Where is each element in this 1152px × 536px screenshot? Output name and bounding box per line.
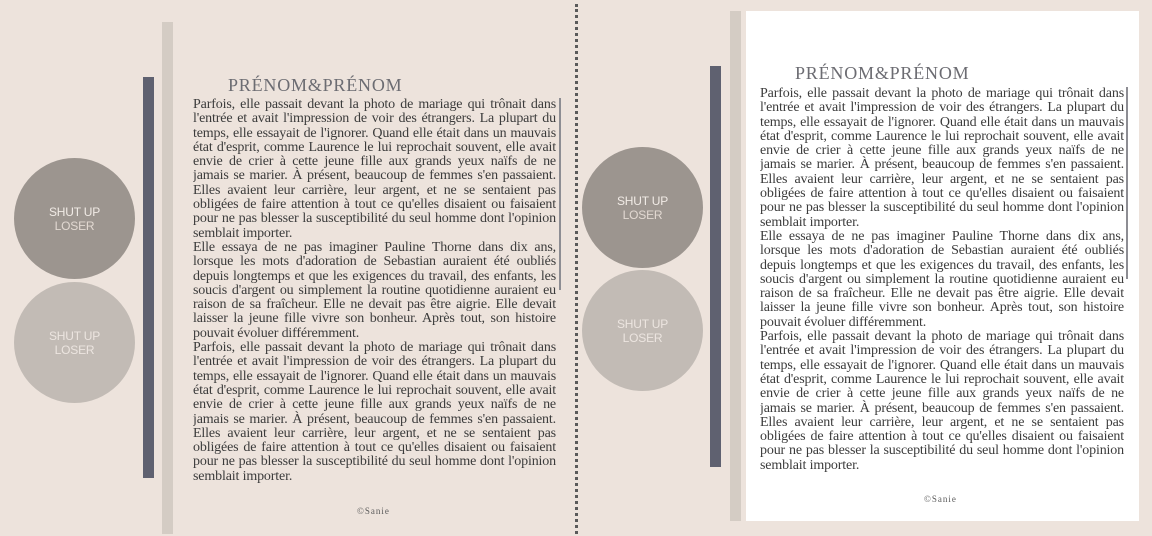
badge-line-2: LOSER xyxy=(54,218,95,233)
credit-text: ©Sanie xyxy=(924,494,957,504)
dark-side-bar xyxy=(143,77,154,478)
light-side-bar xyxy=(730,11,741,521)
credit-text: ©Sanie xyxy=(357,506,390,516)
right-profile-panel xyxy=(578,0,1152,536)
story-paragraph: Elle essaya de ne pas imaginer Pauline Thorne dans dix ans, lorsque les mots d'adoration de Sebastian auraient été oubliés depuis longtemps et que les exigences du travail, des enfants, les soucis d'argent ou simplement la routine quotidienne auraient eu raison de sa fraîcheur. Elle ne devait pas être aigrie. Elle devait laisser la jeune fille vivre son bonheur. Après tout, son histoire pouvait évoluer différemment. xyxy=(193,239,556,341)
badge-line-1: SHUT UP xyxy=(48,204,101,219)
badge-line-2: LOSER xyxy=(622,207,663,222)
story-paragraph: Parfois, elle passait devant la photo de mariage qui trônait dans l'entrée et avait l'impression de voir des étrangers. La plupart du temps, elle essayait de l'ignorer. Quand elle était dans un mauvais état d'esprit, comme Laurence le lui reprochait souvent, elle avait envie de crier à cette jeune fille aux grands yeux naïfs de ne jamais se marier. À présent, beaucoup de femmes s'en passaient. Elles avaient leur carrière, leur argent, et ne se sentaient pas obligées de faire attention à tout ce qu'elles disaient ou faisaient pour ne pas blesser la susceptibilité du seul homme dont l'opinion semblait importer. xyxy=(760,329,1124,473)
shut-up-loser-badge-bottom[interactable] xyxy=(14,282,135,403)
story-paragraph: Elle essaya de ne pas imaginer Pauline Thorne dans dix ans, lorsque les mots d'adoration de Sebastian auraient été oubliés depuis longtemps et que les exigences du travail, des enfants, les soucis d'argent ou simplement la routine quotidienne auraient eu raison de sa fraîcheur. Elle ne devait pas être aigrie. Elle devait laisser la jeune fille vivre son bonheur. Après tout, son histoire pouvait évoluer différemment. xyxy=(760,228,1124,330)
badge-line-1: SHUT UP xyxy=(48,328,101,343)
story-paragraph: Parfois, elle passait devant la photo de mariage qui trônait dans l'entrée et avait l'impression de voir des étrangers. La plupart du temps, elle essayait de l'ignorer. Quand elle était dans un mauvais état d'esprit, comme Laurence le lui reprochait souvent, elle avait envie de crier à cette jeune fille aux grands yeux naïfs de ne jamais se marier. À présent, beaucoup de femmes s'en passaient. Elles avaient leur carrière, leur argent, et ne se sentaient pas obligées de faire attention à tout ce qu'elles disaient ou faisaient pour ne pas blesser la susceptibilité du seul homme dont l'opinion semblait importer. xyxy=(193,340,556,484)
names-heading: PRÉNOM&PRÉNOM xyxy=(228,75,403,95)
badge-line-1: SHUT UP xyxy=(616,193,669,208)
story-paragraph: Parfois, elle passait devant la photo de mariage qui trônait dans l'entrée et avait l'impression de voir des étrangers. La plupart du temps, elle essayait de l'ignorer. Quand elle était dans un mauvais état d'esprit, comme Laurence le lui reprochait souvent, elle avait envie de crier à cette jeune fille aux grands yeux naïfs de ne jamais se marier. À présent, beaucoup de femmes s'en passaient. Elles avaient leur carrière, leur argent, et ne se sentaient pas obligées de faire attention à tout ce qu'elles disaient ou faisaient pour ne pas blesser la susceptibilité du seul homme dont l'opinion semblait importer. xyxy=(193,98,556,241)
story-text-box[interactable] xyxy=(760,87,1124,475)
story-paragraph: Parfois, elle passait devant la photo de mariage qui trônait dans l'entrée et avait l'impression de voir des étrangers. La plupart du temps, elle essayait de l'ignorer. Quand elle était dans un mauvais état d'esprit, comme Laurence le lui reprochait souvent, elle avait envie de crier à cette jeune fille aux grands yeux naïfs de ne jamais se marier. À présent, beaucoup de femmes s'en passaient. Elles avaient leur carrière, leur argent, et ne se sentaient pas obligées de faire attention à tout ce qu'elles disaient ou faisaient pour ne pas blesser la susceptibilité du seul homme dont l'opinion semblait importer. xyxy=(760,87,1124,230)
dark-side-bar xyxy=(710,66,721,467)
badge-line-1: SHUT UP xyxy=(616,316,669,331)
text-scrollbar[interactable] xyxy=(1126,87,1128,279)
badge-line-2: LOSER xyxy=(54,342,95,357)
shut-up-loser-badge-bottom[interactable] xyxy=(582,270,703,391)
text-scrollbar[interactable] xyxy=(559,98,561,290)
left-profile-panel xyxy=(0,0,575,536)
badge-line-2: LOSER xyxy=(622,330,663,345)
light-side-bar xyxy=(162,22,173,534)
shut-up-loser-badge-top[interactable] xyxy=(14,158,135,279)
names-heading: PRÉNOM&PRÉNOM xyxy=(795,63,970,83)
shut-up-loser-badge-top[interactable] xyxy=(582,147,703,268)
story-text-box[interactable] xyxy=(193,98,556,486)
